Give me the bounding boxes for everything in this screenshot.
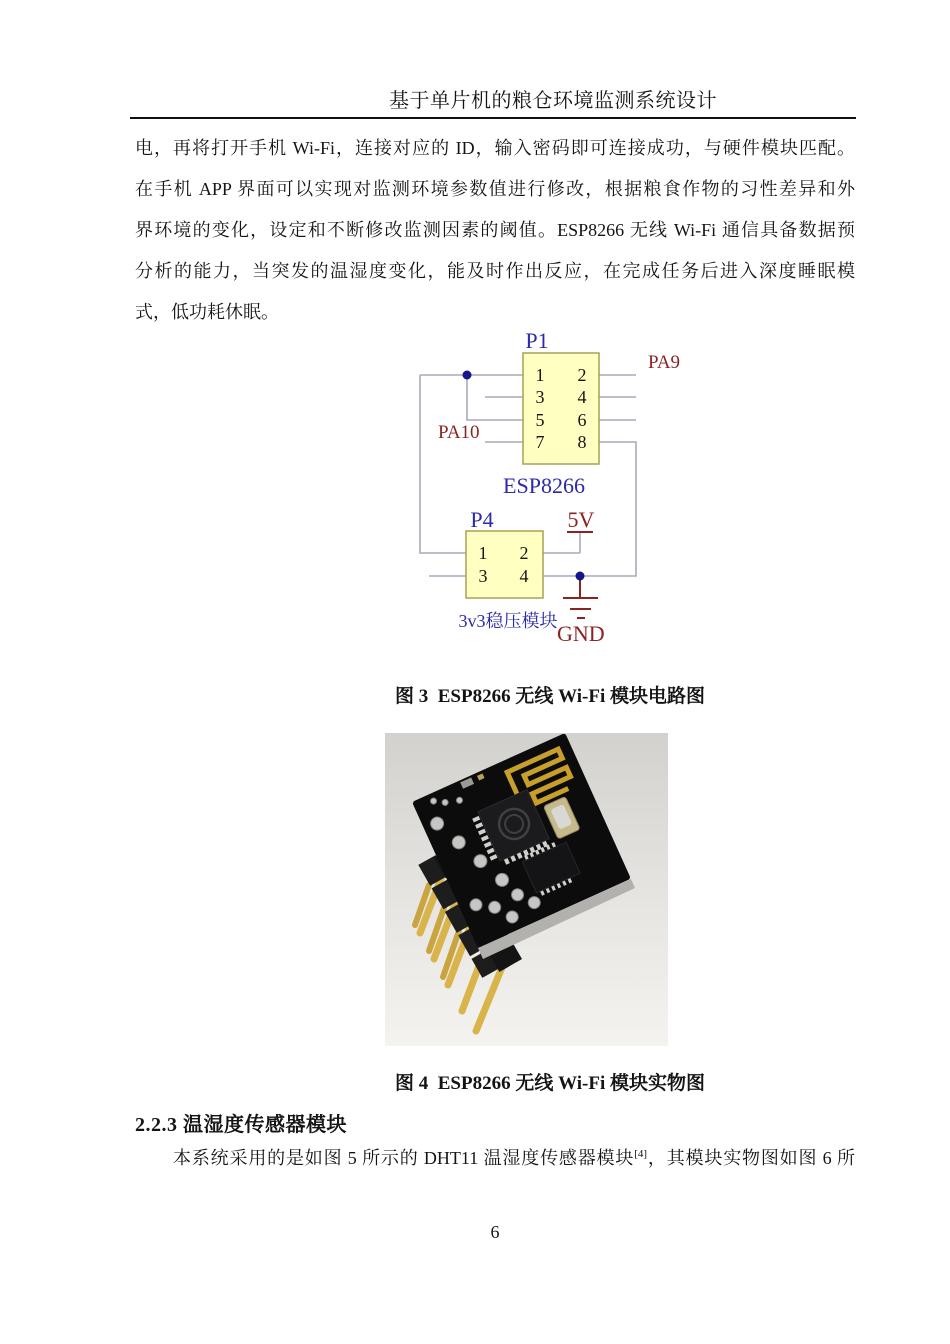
pa10-label: PA10 [438, 422, 480, 443]
p1-pin-2: 2 [577, 365, 587, 385]
page-number: 6 [490, 1222, 500, 1242]
paragraph-2-text: 本系统采用的是如图 5 所示的 DHT11 温湿度传感器模块 [173, 1148, 635, 1168]
header-rule [130, 117, 856, 119]
p1-pin-8: 8 [577, 432, 587, 452]
figure4-esp8266-photo [385, 733, 668, 1046]
p4-pin-3: 3 [478, 566, 488, 586]
p4-pin-2: 2 [519, 543, 529, 563]
p1-label: P1 [525, 328, 549, 353]
p1-pin-5: 5 [535, 410, 545, 430]
paragraph-2-text-after: ，其模块实物图如图 6 所 [647, 1148, 855, 1168]
p1-pin-4: 4 [577, 387, 587, 407]
p4-pin-4: 4 [519, 566, 529, 586]
pa9-label: PA9 [648, 352, 681, 373]
regulator-label: 3v3稳压模块 [458, 611, 558, 631]
running-head-title: 基于单片机的粮仓环境监测系统设计 [389, 90, 717, 112]
paragraph-1-line-2: 在手机 APP 界面可以实现对监测环境参数值进行修改，根据粮食作物的习性差异和外 [135, 179, 855, 199]
ground-symbol [563, 576, 598, 618]
paragraph-1-line-3: 界环境的变化，设定和不断修改监测因素的阈值。ESP8266 无线 Wi-Fi 通信具备数据预 [135, 220, 855, 240]
junction-dot [463, 371, 472, 380]
p1-pin-6: 6 [577, 410, 587, 430]
figure4-caption: 图 4 ESP8266 无线 Wi-Fi 模块实物图 [395, 1073, 705, 1094]
p4-label: P4 [470, 507, 494, 532]
junction-dot [576, 572, 585, 581]
p4-connector-box [466, 531, 543, 598]
paragraph-1-line-5: 式，低功耗休眠。 [135, 302, 279, 322]
paragraph-1-line-1: 电，再将打开手机 Wi-Fi，连接对应的 ID，输入密码即可连接成功，与硬件模块匹配。 [135, 138, 855, 158]
figure3-circuit-diagram [390, 325, 696, 650]
citation-4: [4] [634, 1148, 648, 1160]
section-heading-2-2-3: 2.2.3 温湿度传感器模块 [135, 1114, 347, 1136]
paragraph-1-line-4: 分析的能力，当突发的温湿度变化，能及时作出反应，在完成任务后进入深度睡眠模 [135, 261, 855, 281]
paragraph-2 [135, 1143, 855, 1173]
p1-pin-1: 1 [535, 365, 545, 385]
p4-pin-1: 1 [478, 543, 488, 563]
esp8266-label: ESP8266 [503, 473, 585, 498]
5v-label: 5V [567, 507, 595, 532]
paragraph-1 [135, 128, 855, 333]
p1-connector-box [523, 353, 599, 464]
p1-pin-7: 7 [535, 432, 545, 452]
p1-pin-3: 3 [535, 387, 545, 407]
figure3-caption: 图 3 ESP8266 无线 Wi-Fi 模块电路图 [395, 686, 705, 707]
gnd-label: GND [557, 621, 605, 646]
